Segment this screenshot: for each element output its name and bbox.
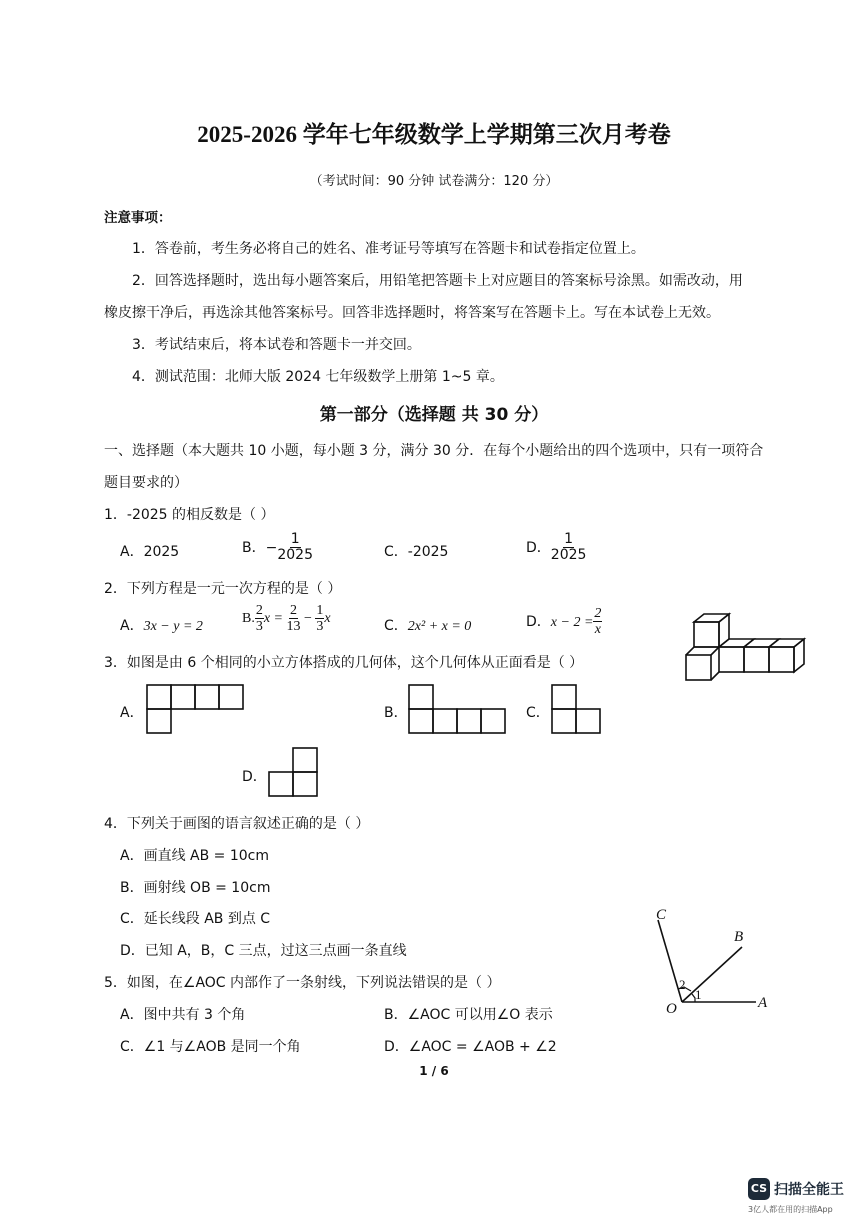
notes-heading: 注意事项： (104, 210, 172, 226)
q4-option-a: A．画直线 AB = 10cm (120, 848, 269, 864)
exam-subtitle: （考试时间：90 分钟 试卷满分：120 分） (309, 174, 559, 189)
q2-b-minus: − (304, 611, 312, 627)
q2-b-frac1 (255, 603, 264, 635)
grid-square (293, 748, 317, 772)
q2-stem: 2．下列方程是一元一次方程的是（ ） (104, 581, 342, 597)
section-intro: 题目要求的） (104, 475, 188, 491)
q1-b-label: B． (242, 539, 266, 556)
q1-d-num: 1 (564, 531, 574, 547)
q1-d-den: 2025 (550, 547, 587, 564)
cube-face (794, 639, 804, 672)
cube-edge (711, 672, 719, 680)
q3-option-d-figure (268, 747, 320, 798)
q4-option-c: C．延长线段 AB 到点 C (120, 911, 271, 927)
cube-edge (711, 647, 719, 655)
q2-d-den: x (594, 622, 601, 638)
note-item: 1．答卷前，考生务必将自己的姓名、准考证号等填写在答题卡和试卷指定位置上。 (132, 241, 645, 257)
q1-option-c: C．-2025 (384, 544, 449, 560)
q2-c-expr: 2x² + x = 0 (407, 619, 472, 634)
q2-option-b (242, 603, 331, 635)
angle-label-2: 2 (679, 977, 686, 992)
q1-b-den: 2025 (277, 547, 313, 564)
q2-b-n3: 1 (316, 603, 324, 618)
q3-option-b-figure (408, 684, 508, 735)
q2-option-c (384, 615, 471, 635)
q2-b-n1: 2 (255, 603, 263, 618)
q2-d-label: D． (526, 613, 551, 630)
q1-option-d (526, 532, 586, 564)
grid-square (552, 709, 576, 733)
q1-stem: 1．-2025 的相反数是（ ） (104, 507, 275, 523)
q5-option-c: C．∠1 与∠AOB 是同一个角 (120, 1039, 301, 1055)
q1-d-fraction (551, 532, 587, 564)
grid-square (269, 772, 293, 796)
cube-face (694, 622, 719, 647)
q1-b-sign: − (265, 539, 278, 556)
grid-square (147, 685, 171, 709)
q2-a-expr: 3x − y = 2 (143, 619, 203, 634)
grid-square (195, 685, 219, 709)
q1-b-num: 1 (290, 531, 300, 547)
q1-option-a: A．2025 (120, 544, 180, 560)
section-intro: 一、选择题（本大题共 10 小题，每小题 3 分，满分 30 分．在每个小题给出的四个选项中，只有一项符合 (104, 443, 764, 459)
cube-face (719, 647, 744, 672)
exam-title: 2025-2026 学年七年级数学上学期第三次月考卷 (197, 122, 671, 147)
cube-face (744, 647, 769, 672)
q5-option-d: D．∠AOC = ∠AOB + ∠2 (384, 1039, 557, 1055)
q4-option-d: D．已知 A，B，C 三点，过这三点画一条直线 (120, 943, 407, 959)
grid-square (552, 685, 576, 709)
q3-option-d: D． (242, 769, 267, 785)
q5-stem: 5．如图，在∠AOC 内部作了一条射线，下列说法错误的是（ ） (104, 975, 501, 991)
note-item: 4．测试范围：北师大版 2024 七年级数学上册第 1~5 章。 (132, 369, 504, 385)
q2-option-a (120, 615, 203, 635)
scanner-tagline: 3亿人都在用的扫描App (748, 1205, 833, 1214)
point-label-a: A (758, 995, 768, 1011)
q2-b-d1: 3 (255, 619, 263, 635)
q2-b-d3: 3 (316, 619, 324, 635)
grid-square (481, 709, 505, 733)
q2-b-label: B. (242, 611, 255, 627)
q2-b-x2: x (324, 611, 331, 627)
point-label-c: C (656, 907, 667, 923)
scanner-app-name: 扫描全能王 (774, 1182, 844, 1198)
q3-stem: 3．如图是由 6 个相同的小立方体搭成的几何体，这个几何体从正面看是（ ） (104, 655, 584, 671)
ray-ob (682, 947, 742, 1002)
q2-b-x: x = (263, 611, 284, 627)
q2-d-expr: x − 2 = (550, 614, 594, 630)
q2-d-num: 2 (594, 606, 602, 621)
grid-square (433, 709, 457, 733)
q2-a-label: A． (120, 618, 144, 634)
q2-d-fraction (593, 606, 602, 638)
q3-option-b: B． (384, 705, 408, 721)
q2-option-d (526, 606, 602, 638)
point-label-o: O (666, 1001, 677, 1017)
q2-b-d2: 13 (286, 619, 301, 635)
q3-option-a-figure (146, 684, 246, 734)
angle-label-1: 1 (695, 987, 702, 1002)
q1-option-b (242, 532, 313, 564)
cube-face (686, 655, 711, 680)
part-title: 第一部分（选择题 共 30 分） (319, 405, 549, 425)
cube-solid-figure (684, 612, 809, 684)
scanner-logo-icon: CS (748, 1178, 770, 1200)
grid-square (147, 709, 171, 733)
grid-square (219, 685, 243, 709)
grid-square (576, 709, 600, 733)
note-item: 2．回答选择题时，选出每小题答案后，用铅笔把答题卡上对应题目的答案标号涂黑。如需改动，用 (132, 273, 743, 289)
q5-option-a: A．图中共有 3 个角 (120, 1007, 246, 1023)
point-label-b: B (734, 929, 744, 945)
q5-option-b: B．∠AOC 可以用∠O 表示 (384, 1007, 553, 1023)
q3-option-c-figure (551, 684, 603, 735)
q3-option-c: C． (526, 705, 550, 721)
grid-square (457, 709, 481, 733)
grid-square (409, 709, 433, 733)
q4-option-b: B．画射线 OB = 10cm (120, 880, 271, 896)
note-item: 橡皮擦干净后，再选涂其他答案标号。回答非选择题时，将答案写在答题卡上。写在本试卷上无效。 (104, 305, 720, 321)
grid-square (293, 772, 317, 796)
page-number: 1 / 6 (419, 1064, 449, 1078)
q2-b-frac2 (287, 603, 301, 635)
q1-d-label: D． (526, 539, 551, 556)
cube-face (769, 647, 794, 672)
note-item: 3．考试结束后，将本试卷和答题卡一并交回。 (132, 337, 421, 353)
q4-stem: 4．下列关于画图的语言叙述正确的是（ ） (104, 816, 370, 832)
q1-b-fraction (277, 532, 313, 564)
grid-square (409, 685, 433, 709)
q3-option-a: A． (120, 705, 144, 721)
q2-b-n2: 2 (290, 603, 298, 618)
q2-c-label: C． (384, 618, 408, 634)
grid-square (171, 685, 195, 709)
